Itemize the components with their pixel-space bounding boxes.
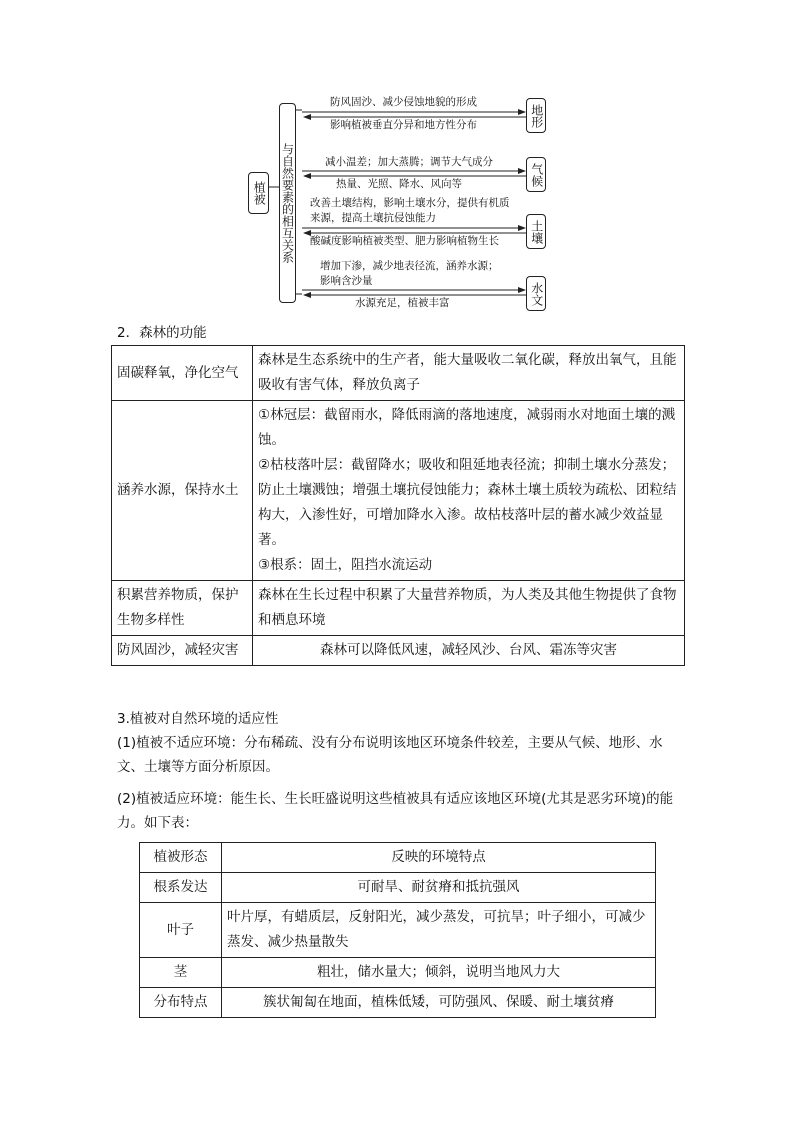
label-to-hydrology-line1: 增加下渗，减少地表径流，涵养水源；	[320, 260, 499, 272]
row-key: 分布特点	[140, 988, 222, 1018]
row-value	[253, 401, 685, 581]
row-key: 茎	[140, 958, 222, 988]
relationship-box: 与自然要素的相互关系	[279, 103, 296, 303]
header-cell: 植被形态	[140, 843, 222, 873]
row-value: 森林是生态系统中的生产者，能大量吸收二氧化碳，释放出氧气，且能吸收有害气体，释放负离子	[253, 346, 685, 401]
header-cell: 反映的环境特点	[222, 843, 656, 873]
value-line: ③根系：固土，阻挡水流运动	[258, 557, 433, 573]
row-value: 簇状匍匐在地面，植株低矮，可防强风、保暖、耐土壤贫瘠	[222, 988, 656, 1018]
label-from-landform: 影响植被垂直分异和地方性分布	[330, 119, 477, 131]
row-key: 积累营养物质，保护生物多样性	[112, 581, 253, 636]
factor-box-soil: 土壤	[526, 214, 546, 249]
table-header-row	[140, 843, 656, 873]
table-row	[112, 581, 685, 636]
row-key: 固碳释氧，净化空气	[112, 346, 253, 401]
forest-functions-table	[111, 345, 685, 666]
paragraph-1: (1)植被不适应环境：分布稀疏、没有分布说明该地区环境条件较差，主要从气候、地形、水文、土壤等方面分析原因。	[117, 735, 663, 775]
table-row	[112, 636, 685, 666]
value-line: ①林冠层：截留雨水，降低雨滴的落地速度，减弱雨水对地面土壤的溅蚀。	[258, 407, 676, 448]
label-to-climate: 减小温差；加大蒸腾；调节大气成分	[325, 156, 493, 168]
vegetation-relationship-diagram	[0, 0, 794, 320]
table-row	[140, 958, 656, 988]
label-to-landform: 防风固沙、减少侵蚀地貌的形成	[330, 96, 477, 108]
row-value: 森林可以降低风速，减轻风沙、台风、霜冻等灾害	[253, 636, 685, 666]
table-row	[140, 988, 656, 1018]
factor-box-climate: 气候	[526, 157, 546, 192]
label-from-climate: 热量、光照、降水、风向等	[336, 178, 462, 190]
row-key: 防风固沙，减轻灾害	[112, 636, 253, 666]
label-to-soil-line1: 改善土壤结构，影响土壤水分，提供有机质	[310, 197, 510, 209]
row-key: 涵养水源，保持水土	[112, 401, 253, 581]
table-row	[112, 401, 685, 581]
table-row	[112, 346, 685, 401]
row-value: 可耐旱、耐贫瘠和抵抗强风	[222, 873, 656, 903]
paragraph-2: (2)植被适应环境：能生长、生长旺盛说明这些植被具有适应该地区环境(尤其是恶劣环境)的能力。如下表：	[117, 791, 674, 831]
section3-title: 3.植被对自然环境的适应性	[117, 711, 279, 727]
label-from-hydrology: 水源充足，植被丰富	[355, 297, 450, 309]
factor-box-hydrology: 水文	[526, 276, 546, 311]
row-value: 粗壮，储水量大；倾斜，说明当地风力大	[222, 958, 656, 988]
row-value: 叶片厚，有蜡质层，反射阳光，减少蒸发，可抗旱；叶子细小，可减少蒸发、减少热量散失	[222, 903, 656, 958]
label-from-soil: 酸碱度影响植被类型、肥力影响植物生长	[310, 235, 499, 247]
label-to-hydrology-line2: 影响含沙量	[320, 275, 373, 287]
row-key: 叶子	[140, 903, 222, 958]
section2-title: 2．森林的功能	[117, 325, 207, 341]
table-row	[140, 903, 656, 958]
adaptation-table	[139, 842, 656, 1018]
row-key: 根系发达	[140, 873, 222, 903]
table-row	[140, 873, 656, 903]
label-to-soil-line2: 来源，提高土壤抗侵蚀能力	[310, 212, 436, 224]
value-line: ②枯枝落叶层：截留降水；吸收和阻延地表径流；抑制土壤水分蒸发；防止土壤溅蚀；增强土壤抗侵蚀能力；森林土壤土质较为疏松、团粒结构大，入渗性好，可增加降水入渗。故枯枝落叶层的蓄水减少效益显著。	[258, 457, 677, 548]
vegetation-box: 植被	[248, 172, 269, 214]
row-value: 森林在生长过程中积累了大量营养物质，为人类及其他生物提供了食物和栖息环境	[253, 581, 685, 636]
factor-box-landform: 地形	[526, 98, 546, 133]
